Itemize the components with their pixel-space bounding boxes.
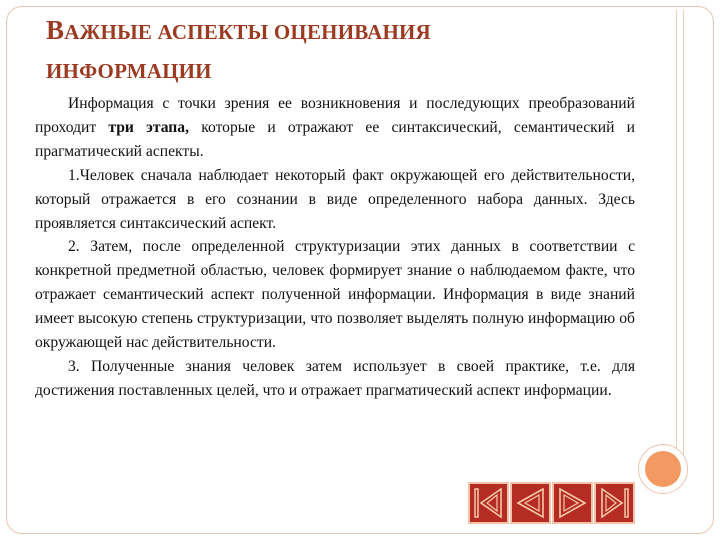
title-initial-letter: В: [46, 15, 65, 45]
decorative-orange-circle: [645, 451, 681, 487]
next-slide-icon: [555, 485, 590, 521]
bold-phrase-three-stages: три этапа,: [108, 118, 189, 136]
first-slide-button[interactable]: [468, 482, 509, 524]
paragraph-intro: [35, 92, 635, 164]
paragraph-stage-3: 3. Полученные знания человек затем использует в своей практике, т.е. для достижения поставленных целей, что и отражает прагматический аспект информации.: [35, 357, 635, 399]
paragraph-intro-start: Информация с точки зрения ее возникновения и последующих преобразований проходит: [35, 95, 635, 136]
previous-slide-button[interactable]: [510, 482, 551, 524]
title-line-2: ИНФОРМАЦИИ: [46, 59, 212, 83]
last-slide-button[interactable]: [594, 482, 635, 524]
slide-navigation: [468, 482, 638, 524]
title-line-1: АЖНЫЕ АСПЕКТЫ ОЦЕНИВАНИЯ: [64, 20, 431, 44]
paragraph-stage-2: 2. Затем, после определенной структуризации этих данных в соответствии с конкретной предметной областью, человек формирует знание о наблюдаемом факте, что отражает семантический аспект полученной информации. Информация в виде знаний имеет высокую степень структуризации, что позволяет выделять полную информацию об окружающей нас действительности.: [35, 238, 635, 352]
decorative-vertical-rule: [676, 10, 684, 458]
previous-slide-icon: [513, 485, 548, 521]
slide-title: [46, 13, 606, 88]
first-slide-icon: [471, 485, 506, 521]
last-slide-icon: [597, 485, 632, 521]
next-slide-button[interactable]: [552, 482, 593, 524]
paragraph-stage-1: 1.Человек сначала наблюдает некоторый факт окружающей его действительности, который отражается в его сознании в виде определенного набора данных. Здесь проявляется синтаксический аспект.: [35, 166, 635, 232]
slide-body: [35, 92, 635, 403]
paragraph-intro-end: которые и отражают ее синтаксический, семантический и прагматический аспекты.: [35, 118, 635, 160]
